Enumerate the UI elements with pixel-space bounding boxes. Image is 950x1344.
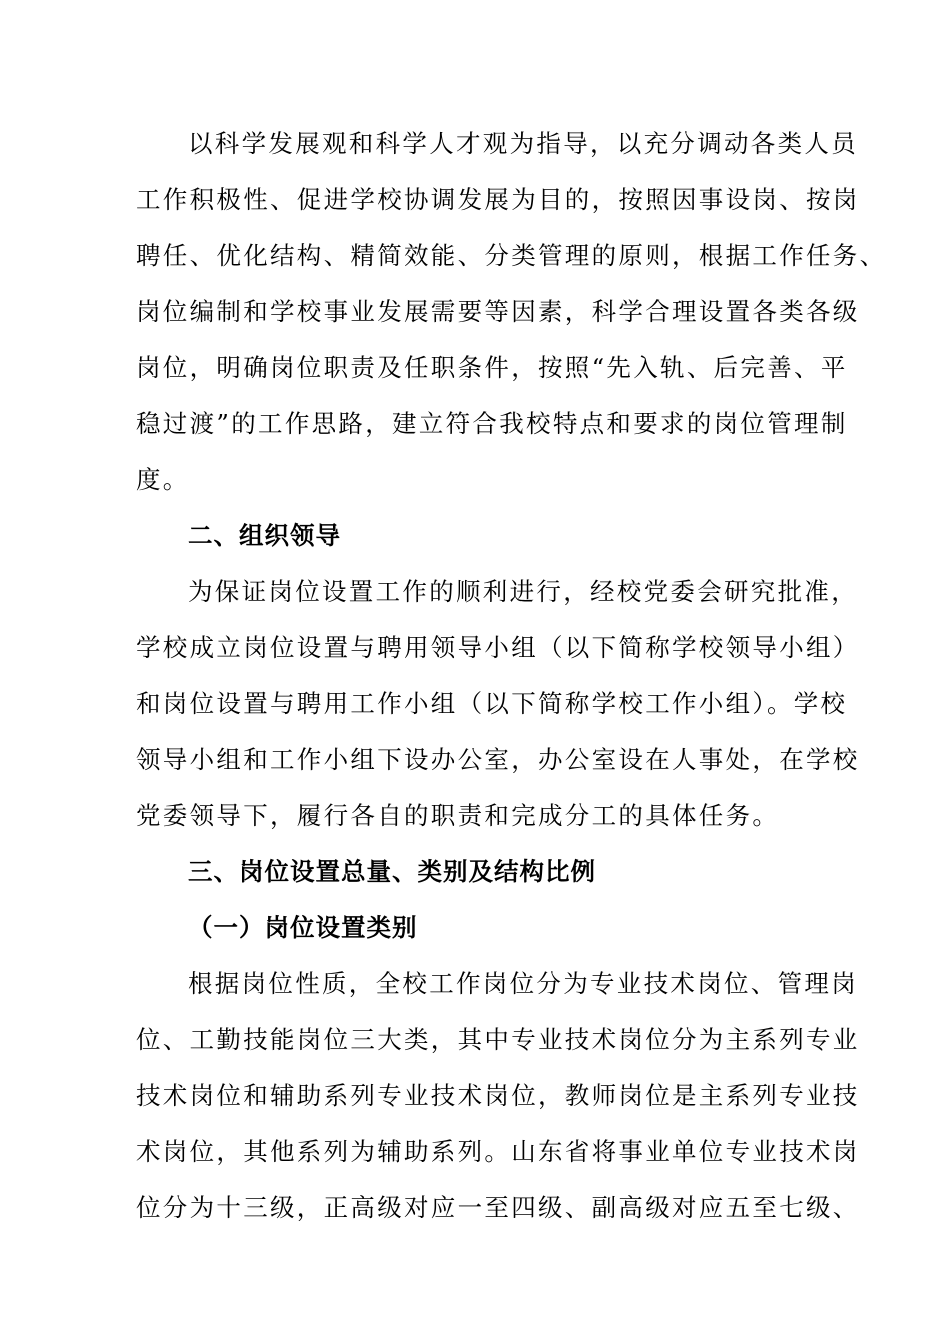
paragraph-line: 为保证岗位设置工作的顺利进行，经校党委会研究批准， xyxy=(188,577,858,606)
paragraph-line: 根据岗位性质，全校工作岗位分为专业技术岗位、管理岗 xyxy=(188,969,858,998)
paragraph-line: 位分为十三级，正高级对应一至四级、副高级对应五至七级、 xyxy=(136,1193,860,1222)
section-heading: 三、岗位设置总量、类别及结构比例 xyxy=(188,857,596,886)
paragraph-line: 岗位，明确岗位职责及任职条件，按照“先入轨、后完善、平 xyxy=(136,353,848,382)
paragraph-line: 以科学发展观和科学人才观为指导，以充分调动各类人员 xyxy=(188,129,858,158)
paragraph-line: 工作积极性、促进学校协调发展为目的，按照因事设岗、按岗 xyxy=(136,185,860,214)
paragraph-line: 技术岗位和辅助系列专业技术岗位，教师岗位是主系列专业技 xyxy=(136,1081,860,1110)
paragraph-line: 岗位编制和学校事业发展需要等因素，科学合理设置各类各级 xyxy=(136,297,860,326)
paragraph-line: 聘任、优化结构、精简效能、分类管理的原则，根据工作任务、 xyxy=(136,241,887,270)
paragraph-line: 学校成立岗位设置与聘用领导小组（以下简称学校领导小组） xyxy=(136,633,860,662)
paragraph-line: 稳过渡”的工作思路，建立符合我校特点和要求的岗位管理制 xyxy=(136,409,848,438)
subsection-heading: （一）岗位设置类别 xyxy=(188,913,418,942)
paragraph-line: 党委领导下，履行各自的职责和完成分工的具体任务。 xyxy=(136,801,780,830)
paragraph-line: 领导小组和工作小组下设办公室，办公室设在人事处，在学校 xyxy=(136,745,860,774)
section-heading: 二、组织领导 xyxy=(188,521,341,550)
paragraph-line: 度。 xyxy=(136,465,190,494)
paragraph-line: 和岗位设置与聘用工作小组（以下简称学校工作小组）。学校 xyxy=(136,689,848,718)
paragraph-line: 位、工勤技能岗位三大类，其中专业技术岗位分为主系列专业 xyxy=(136,1025,860,1054)
paragraph-line: 术岗位，其他系列为辅助系列。山东省将事业单位专业技术岗 xyxy=(136,1137,860,1166)
